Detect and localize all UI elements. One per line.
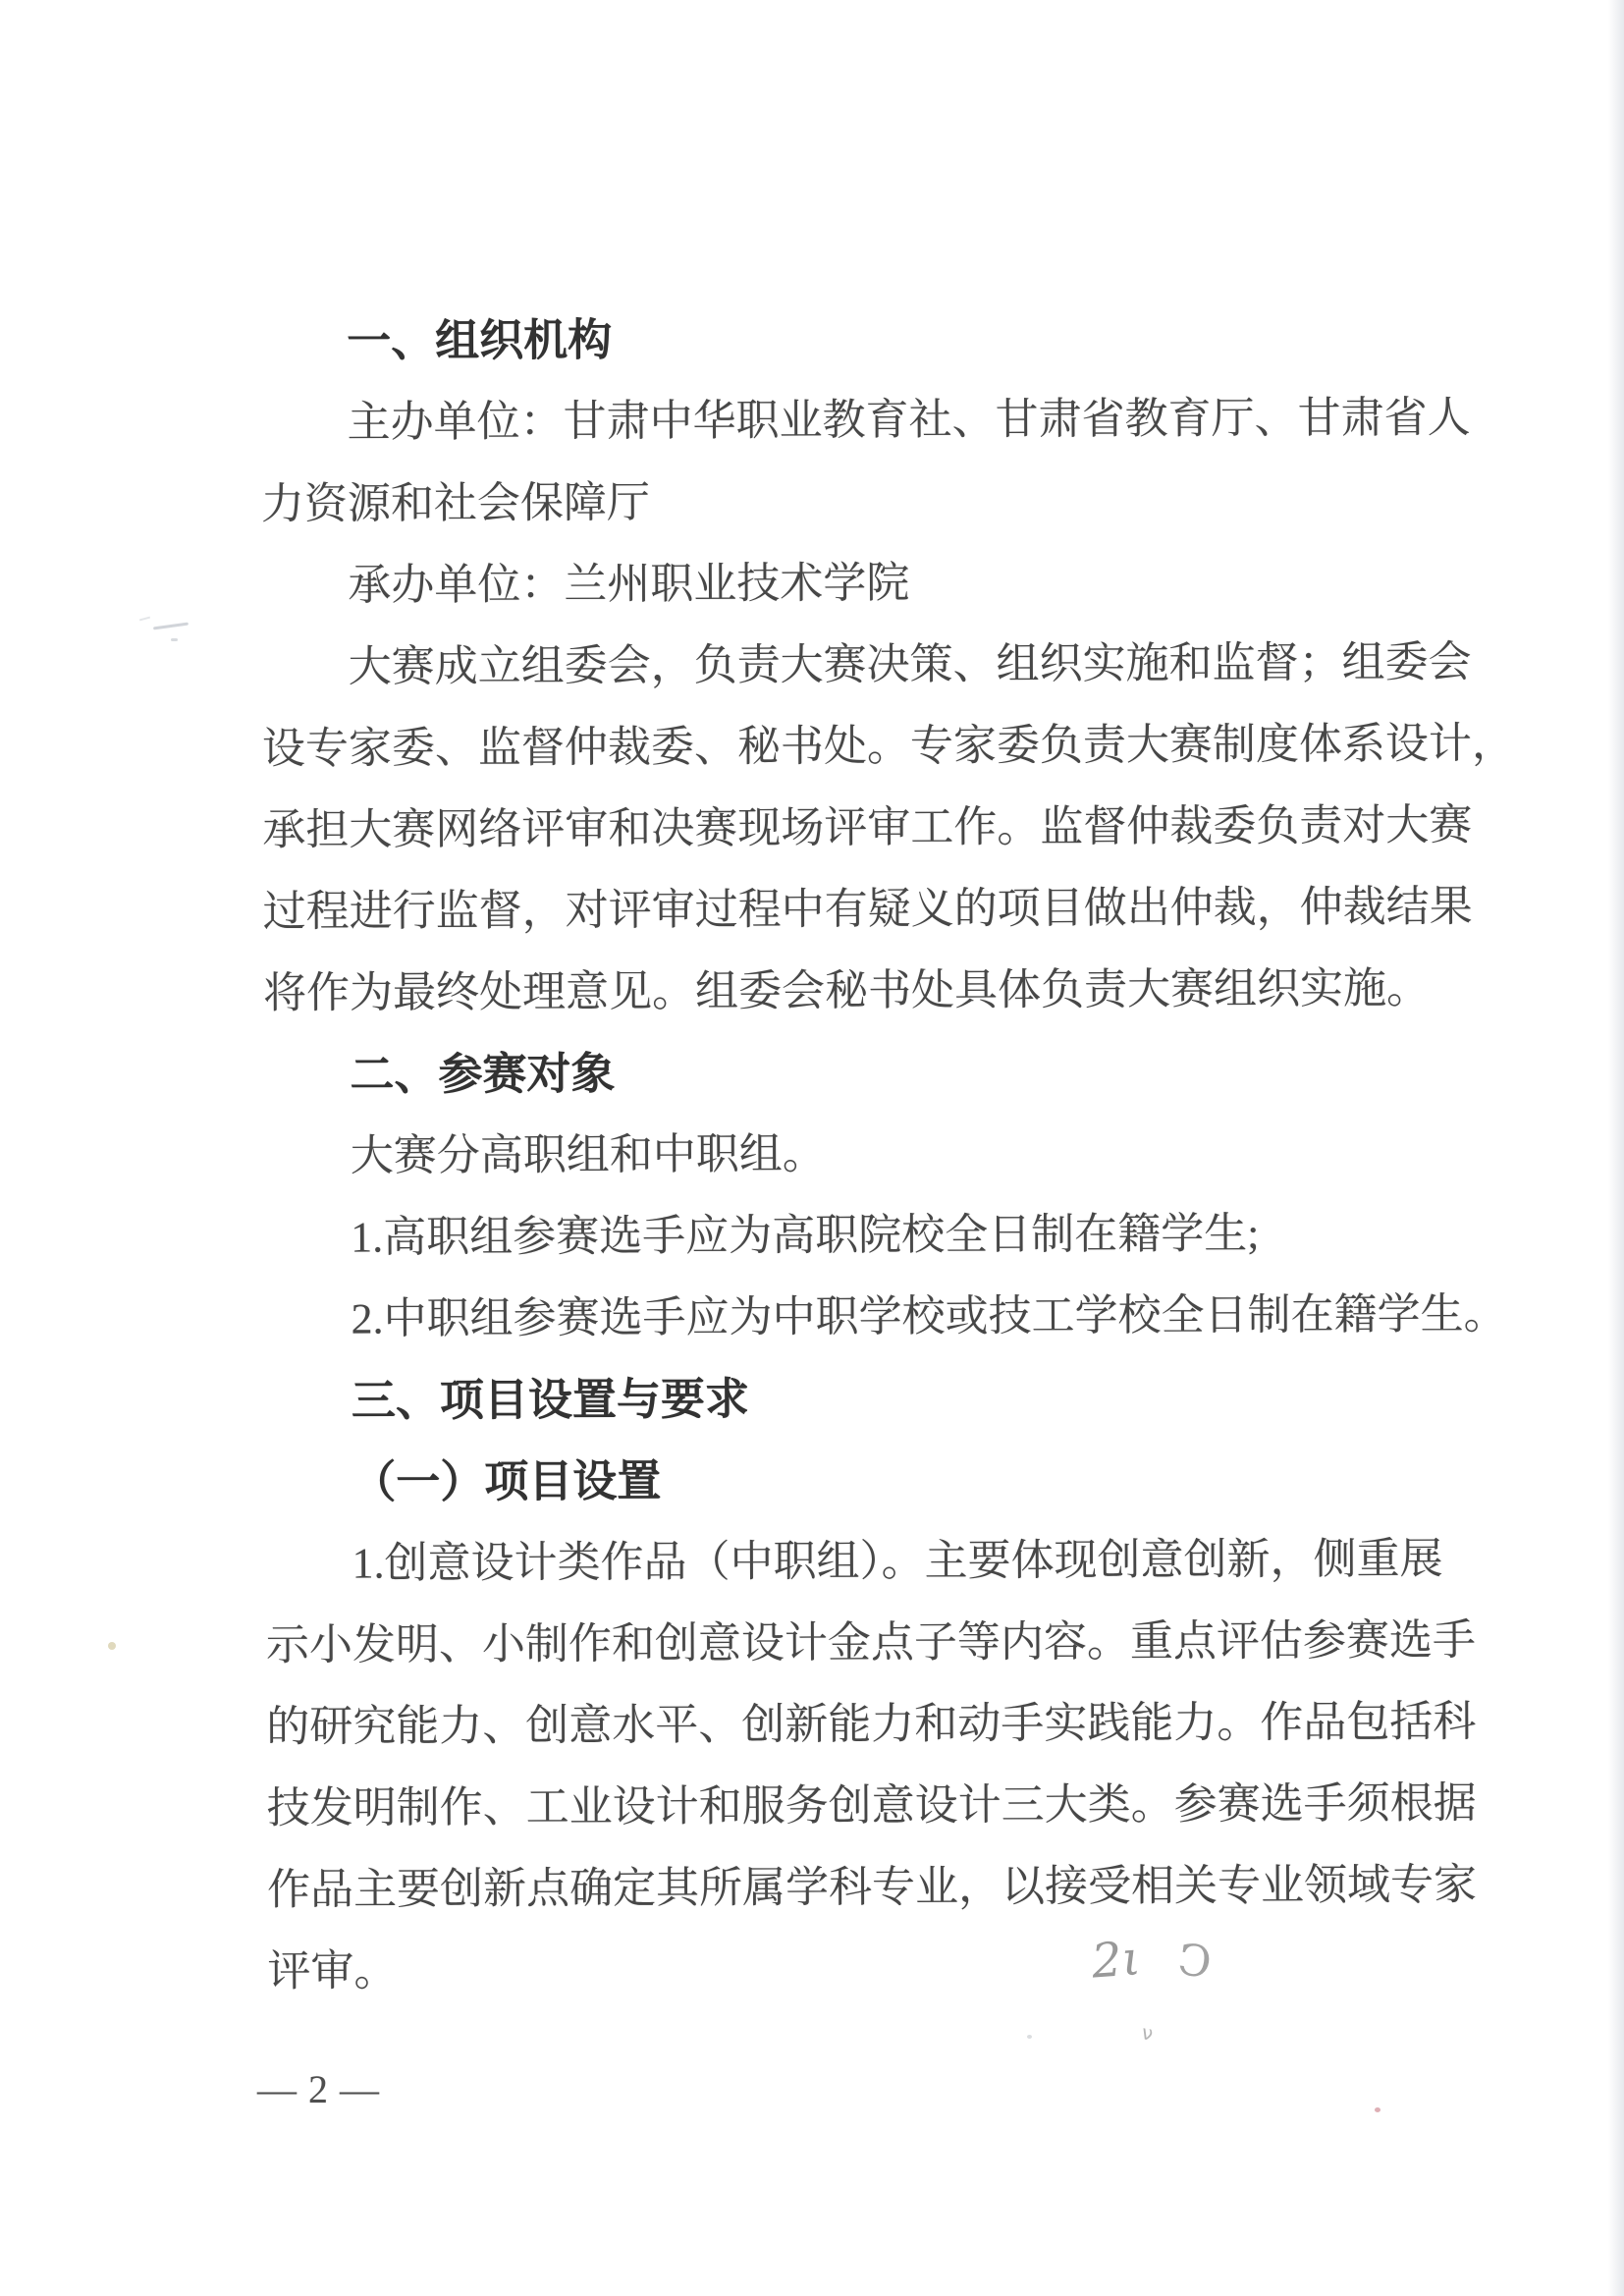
creative-design-paragraph-line-2: 示小发明、小制作和创意设计金点子等内容。重点评估参赛选手 — [265, 1615, 1477, 1669]
section-heading-projects: 三、项目设置与要求 — [351, 1373, 750, 1426]
scanner-edge-shadow — [1608, 0, 1624, 2296]
scan-smudge — [171, 638, 178, 641]
faded-pencil-mark: 2ι — [1090, 1931, 1143, 1990]
host-unit-line-2: 力资源和社会保障厅 — [260, 478, 651, 528]
secondary-voc-rule-line: 2.中职组参赛选手应为中职学校或技工学校全日制在籍学生。 — [351, 1289, 1507, 1343]
tiny-check-artifact: ν — [1140, 2020, 1156, 2046]
scan-speck — [1375, 2107, 1380, 2112]
organizer-unit-line: 承办单位：兰州职业技术学院 — [348, 559, 910, 610]
host-unit-line-1: 主办单位：甘肃中华职业教育社、甘肃省教育厅、甘肃省人 — [347, 393, 1471, 447]
creative-design-paragraph-line-3: 的研究能力、创意水平、创新能力和动手实践能力。作品包括科 — [266, 1697, 1477, 1751]
subsection-heading-project-setup: （一）项目设置 — [352, 1455, 662, 1507]
higher-voc-rule-line: 1.高职组参赛选手应为高职院校全日制在籍学生; — [351, 1209, 1260, 1262]
scan-smudge — [139, 617, 150, 622]
creative-design-paragraph-line-4: 技发明制作、工业设计和服务创意设计三大类。参赛选手须根据 — [266, 1778, 1477, 1832]
creative-design-paragraph-line-1: 1.创意设计类作品（中职组）。主要体现创意创新，侧重展 — [352, 1534, 1443, 1588]
document-text-block — [260, 296, 1516, 2012]
committee-paragraph-line-2: 设专家委、监督仲裁委、秘书处。专家委负责大赛制度体系设计， — [261, 719, 1516, 773]
page-number: — 2 — — [257, 2067, 380, 2111]
committee-paragraph-line-5: 将作为最终处理意见。组委会秘书处具体负责大赛组织实施。 — [262, 963, 1431, 1017]
group-division-line: 大赛分高职组和中职组。 — [350, 1129, 826, 1180]
faded-pencil-mark-2: Ͻ — [1174, 1934, 1216, 1990]
committee-paragraph-line-4: 过程进行监督，对评审过程中有疑义的项目做出仲裁，仲裁结果 — [262, 882, 1473, 936]
committee-paragraph-line-3: 承担大赛网络评审和决赛现场评审工作。监督仲裁委负责对大赛 — [262, 800, 1473, 854]
creative-design-paragraph-line-5: 作品主要创新点确定其所属学科专业，以接受相关专业领域专家 — [266, 1860, 1478, 1914]
scan-smudge — [153, 623, 189, 630]
scan-speck — [1027, 2035, 1032, 2039]
committee-paragraph-line-1: 大赛成立组委会，负责大赛决策、组织实施和监督；组委会 — [348, 637, 1472, 691]
section-heading-participants: 二、参赛对象 — [350, 1048, 616, 1100]
creative-design-paragraph-line-6: 评审。 — [267, 1946, 398, 1995]
scan-speck — [108, 1642, 116, 1650]
section-heading-organization: 一、组织机构 — [347, 314, 613, 366]
